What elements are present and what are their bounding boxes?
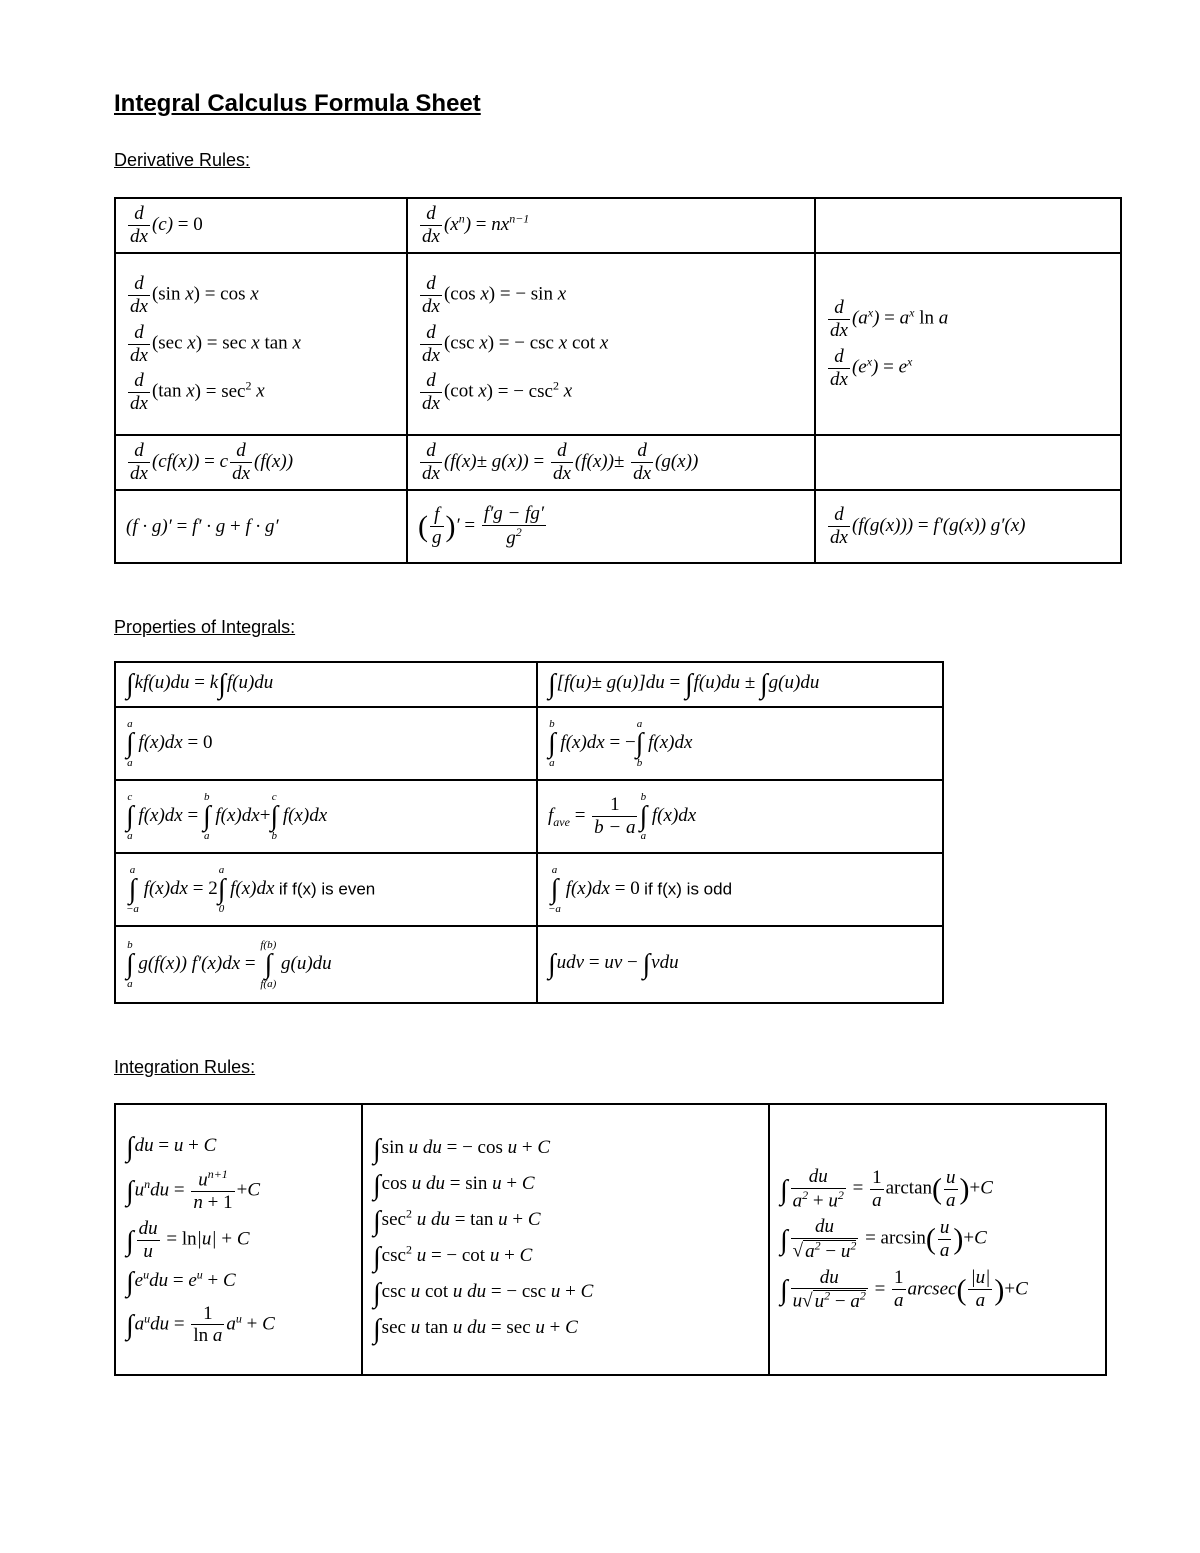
rules-trig: ∫sin u du = − cos u + C ∫cos u du = sin u + C $\int\sec^2$ u du = tan u + C $\int\csc^2$ u = − cot u + C ∫csc u cot u du = − csc u + C ∫sec u tan u du = sec u + C	[362, 1104, 769, 1375]
rule-constant: $\frac{d}{dx}$ (c) = 0	[115, 198, 407, 253]
prop-substitution: b ∫ a g(f(x)) f′(x)dx = f(b) ∫ f(a) g(u)du	[115, 926, 537, 1003]
rule-product: (f · g)′ = f′ · g + f · g′	[115, 490, 407, 563]
prop-zero-width: a ∫ a f(x)dx = 0	[115, 707, 537, 780]
prop-average-value: $f_{ave}$ = $\frac{1}{b - a}$ b ∫ a f(x)dx	[537, 780, 943, 853]
rules-basic: ∫du = u + C $\int u^ndu$ = $\frac{u^{n+1}}{n + 1}$ +C ∫ $\frac{du}{u}$ = ln|u| + C $\int e^udu = e^u + C$ $\int a^udu$ = $\frac{1}{\text{ln a}}$ $a^u + C$	[115, 1104, 362, 1375]
rule-sin-sec-tan: $\frac{d}{dx}$ (sin x) = cos x $\frac{d}{dx}$ (sec x) = sec x tan x $\frac{d}{dx}$ (tan $x) = \sec^2 x$	[115, 253, 407, 435]
derivative-rules-heading: Derivative Rules:	[114, 150, 251, 170]
prop-constant-multiple: ∫kf(u)du = k∫f(u)du	[115, 662, 537, 707]
integration-rules-table	[114, 1103, 1107, 1376]
even-label: if f(x) is even	[278, 878, 376, 898]
integration-rules-heading: Integration Rules:	[114, 1057, 256, 1077]
empty-cell	[815, 435, 1121, 490]
properties-table	[114, 661, 944, 1004]
rule-constant-multiple: $\frac{d}{dx}$ (cf(x)) = c $\frac{d}{dx}$ (f(x))	[115, 435, 407, 490]
rule-quotient: ( $\frac{f}{g}$ )′ = $\frac{f'g - fg'}{g^2}$	[407, 490, 815, 563]
properties-heading: Properties of Integrals:	[114, 617, 296, 637]
empty-cell	[815, 198, 1121, 253]
rule-cos-csc-cot: $\frac{d}{dx}$ (cos x) = − sin x $\frac{d}{dx}$ (csc x) = − csc x cot x $\frac{d}{dx}$ (cot x) = − $\csc^2 x$	[407, 253, 815, 435]
rule-chain: $\frac{d}{dx}$ (f(g(x))) = f′(g(x)) g′(x)	[815, 490, 1121, 563]
odd-label: if f(x) is odd	[644, 878, 733, 898]
derivative-rules-table	[114, 197, 1122, 564]
prop-odd-function: a ∫ −a f(x)dx = 0 if f(x) is odd	[537, 853, 943, 926]
rules-inverse-trig: ∫ $\frac{du}{a^2 + u^2}$ = $\frac{1}{a}$ arctan( $\frac{u}{a}$ )+C ∫ $\frac{du}{√ a^2 - u^2}$ = arcsin( $\frac{u}{a}$ )+C ∫ $\frac{du}{u√ u^2 - a^2}$ = $\frac{1}{a}$ arcsec( $\frac{|u|}{a}$ )+C	[769, 1104, 1106, 1375]
prop-reverse-limits: b ∫ a f(x)dx = − a ∫ b f(x)dx	[537, 707, 943, 780]
page-title: Integral Calculus Formula Sheet	[114, 90, 481, 117]
prop-sum-difference: ∫[f(u)± g(u)]du = ∫f(u)du ± ∫g(u)du	[537, 662, 943, 707]
prop-even-function: a ∫ −a f(x)dx = 2 a ∫ 0 f(x)dx if f(x) is even	[115, 853, 537, 926]
rule-sum-difference: $\frac{d}{dx}$ (f(x)± g(x)) = $\frac{d}{dx}$ (f(x))± $\frac{d}{dx}$ (g(x))	[407, 435, 815, 490]
prop-additivity: c ∫ a f(x)dx = b ∫ a f(x)dx+ c ∫ b f(x)dx	[115, 780, 537, 853]
rule-power: $\frac{d}{dx}$ $(x^n) = nx^{n-1}$	[407, 198, 815, 253]
prop-integration-by-parts: ∫udv = uv − ∫vdu	[537, 926, 943, 1003]
rule-exponential: $\frac{d}{dx}$ $(a^x) = a^x$ ln a $\frac{d}{dx}$ $(e^x) = e^x$	[815, 253, 1121, 435]
